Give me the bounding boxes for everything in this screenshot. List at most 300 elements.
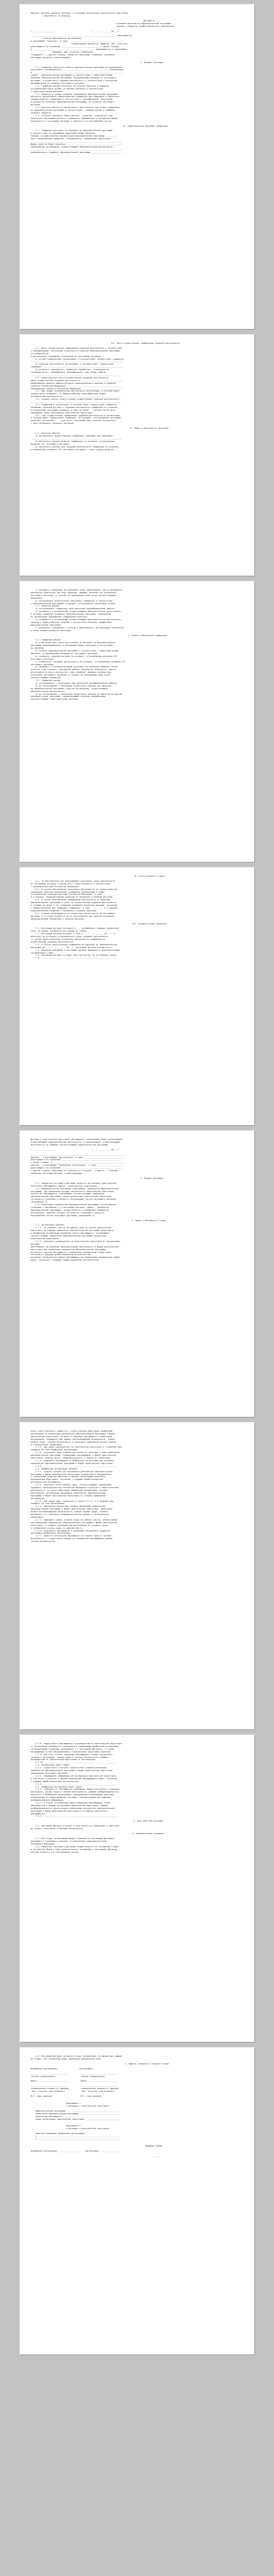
document-text-line: 2.3. Организация имеет право: [31,1764,70,1767]
document-text-line: оказывает методическую помощь обучающимся при выполнении определенных видов [31,1256,120,1259]
document-text-line: наименование субъекта Российской Федерации: ________________________________. [31,387,122,390]
section-heading: 3. Срок действия договора [111,1820,163,1823]
document-text-line: именуем__ в дальнейшем "Организация", в лице ________________________________, [31,1156,123,1159]
document-text-line: конфиденциальности приостановить реализацию компонентов образовательной [31,1807,115,1809]
document-text-line: Организации, соблюдение ими правил противопожарной безопасности, правил [31,1438,115,1440]
document-text-line: согласуются Сторонами и являются неотъемлемой частью настоящего Договора [31,1198,116,1201]
document-text-line: образовательной программы), осуществляется в помещениях Профильной [31,1208,109,1211]
document-text-line: практической подготовки, за жизнь и здоровье обучающихся и работников [31,1435,113,1438]
document-text-line: регистрации по месту жительства, иных сведений, имеющих значение для [31,671,112,674]
document-text-line: а) согласовывать гражданину тему выпускной квалификационной работы; [31,608,115,610]
document-text-line: при реализации компонентов образовательной программы в форме практической [31,1521,117,1524]
document-text-line: 6.1. За неисполнение или ненадлежащее исполнение своих обязательств [31,880,115,882]
document-text-line: силу, по одному экземпляру для каждой из сторон. [31,930,88,933]
document-text-line: наличие государственной аккредитации образовательной программы: ________; [31,135,117,138]
document-text-line: 2.1.2. назначить руководителя по практической подготовке от Организации, [31,1240,121,1242]
document-text-line: отчества (при наличии), паспортных данных, банковских реквизитов, адреса [31,668,116,671]
document-text-line: определенные виды работ, связанные с будущей профессиональной [31,1478,103,1481]
section-heading: высшего (среднего) профессионального образования [100,25,174,27]
document-text-line: д) организовать практическую подготовку гражданина в соответствии [31,599,113,602]
document-text-line: 2.2.3. при смене лица, указанного в пункте 2.2.2, в 3-дневный срок [31,1500,114,1502]
document-text-line: завершения срока прохождения практической подготовки. [31,411,94,414]
document-text-line: 2. ____________________________________________________________________ [31,2138,120,2141]
document-text-line: 2.4.3. ______________________________________________________________. [31,1815,119,1818]
document-text-line: Компоненты образовательной программы: _________________________________ [31,2112,120,2115]
document-text-line: деятельности, из числа работников Профильной организации, которое [31,1489,108,1491]
document-text-line: соответствующих изменений. [31,677,62,679]
document-text-line: и ___________________________________________________, именуемый(ая) в дальнейшем [31,48,127,50]
document-text-line: попечителя несовершеннолетнего гражданина, оформленное в письменной форме, [31,117,119,120]
document-text-line: требованиям настоящего Договора; [31,1772,69,1774]
document-text-line: с квалификацией, полученной в результате освоения образовательной программы, [31,349,121,352]
document-text-line: а) в месячный срок после поступления на обучение по образовательной [31,642,115,644]
document-text-line: обеспечивает организацию реализации компонентов образовательной [31,1491,106,1494]
document-text-line: образовательную деятельность; [31,690,65,693]
document-text-line: направленность (профиль) образовательной программы: ________________________. [31,151,122,154]
section-heading: 1. Предмет Договора [111,1177,163,1179]
document-text-line: 3.1. Место осуществления гражданином трудовой деятельности в соответствии [31,347,122,349]
document-text-line: Российской Федерации. [31,1842,56,1845]
document-text-line: разрешаются Сторонами в порядке, установленном законодательством [31,1840,107,1842]
document-text-line: 2.1. Организация обязана: [31,1224,65,1227]
document-text-line: ____________________________________________________________________________; [31,140,122,143]
document-text-line: 4.1. Все споры, возникающие между Сторонами по настоящему Договору, [31,1837,115,1840]
document-text-line: М.П. (при наличии) М.П. (при наличии) [31,2095,102,2098]
document-text-line: 7.2. Настоящий договор вступает в силу с "___" __________ 20__ г. и [31,933,115,935]
document-text-line: соглашениями к нему. [31,951,55,954]
document-text-line: трудоустройство гражданина в соответствии с квалификацией, полученной [31,98,113,101]
document-text-line: 7.6. _______________________________________________________________. [31,957,117,960]
document-text-line: в том числе о качестве и объеме выполненных обучающимися работ, связанных [31,1777,117,1780]
document-text-line: с одной стороны, и ___________________________________________________________, [31,1161,124,1164]
document-text-line: в течение не менее 3 лет гражданин возмещает заказчику расходы, связанные [31,904,117,907]
document-text-line: работ, связанных с будущей профессиональной деятельностью; [31,1259,100,1262]
document-text-line: образовательной программе, предполагающей освоение квалификации, [31,695,107,698]
document-text-line: настоящий договор о нижеследующем: [31,56,71,59]
document-text-line: обязуется организовать предоставление гражданину мер поддержки и обеспечить [31,95,120,98]
document-text-line: 4.2. Заказчик вправе: [31,605,61,608]
document-text-line: в соответствии со следующими характеристиками обучения: [31,132,96,135]
document-text-line: 2.1.6. ______________________________________________________________. [31,1465,119,1467]
document-text-line: 3.6. Срок осуществления гражданином трудовой деятельности в организации, [31,414,121,417]
document-text-line: б) по согласованию с заказчиком осуществить перевод для обучения [31,684,112,687]
document-text-line: который: [31,1242,41,1245]
document-text-line: б) обеспечить трудоустройство гражданина на условиях, установленных [31,440,115,442]
document-text-line: предусмотренных Положением о целевом обучении. [31,917,85,920]
document-text-line: образовательной программы, сроки организации практической подготовки, [31,1195,113,1198]
document-text-line: нормативов; [31,1516,44,1518]
document-text-line: (наименование должности, фамилия, имя, отчество) [31,43,128,46]
document-text-line: соответствующей характеристикам обучения. [31,698,79,701]
document-text-line: наименование организации, осуществляющей образовательную деятельность: [31,145,114,148]
document-text-line: 6.4. Стороны освобождаются от исполнения обязательств по настоящему [31,912,115,915]
document-text-line: программы в форме практической подготовки, предоставить оборудование [31,1473,112,1476]
document-text-line: распорядка, охраны труда и техники безопасности, режима конфиденциальности, [31,1791,120,1794]
document-text-line: 1.1. Предметом настоящего Договора является организация практической [31,1182,116,1184]
document-text-line: в результате освоения образовательной программы, на условиях настоящего [31,101,115,104]
section-heading: I. Предмет договора [111,61,163,64]
document-text-line: _______________________________________________________________________, именуемый(ая) [31,35,133,37]
document-text-line: в которой гражданин осваивает образовательную программу, предложения [31,613,112,616]
document-text-line: договору и от ответственности за их неисполнение при наличии оснований, [31,915,115,917]
document-text-line: трудового распорядка, охраны труда и техники безопасности сообщить [31,1756,109,1758]
section-heading: IV. Права и обязанности заказчика [105,427,169,430]
document-page [20,1422,254,1729]
document-text-line: трудового законодательства Российской Федерации о допуске к педагогической [31,1486,119,1489]
document-text-line: Профильная организация: _________________ Организация: _________________ [31,2149,121,2152]
document-text-line: в которую будет трудоустроен гражданин, на условиях, установленных настоящим [31,417,121,419]
document-text-line: 2.2.7. провести инструктаж обучающихся по охране труда и технике [31,1535,112,1537]
document-text-line: в организации, являющейся заказчиком по настоящему договору; [31,355,102,358]
document-text-line: 4.3. Настоящий Договор составлен в двух экземплярах, по одному для каждой [31,2055,122,2057]
document-text-line: (заполняется по образцу) [31,14,71,17]
document-text-line: безопасности и осуществлять надзор за соблюдением обучающимися правил [31,1537,113,1540]
document-text-line: в письменной форме в виде дополнительных соглашений к настоящему Договору, [31,1848,119,1851]
document-text-line: разделом, составляет ___ года (лет). Указанный срок начинает исчисляться [31,419,116,422]
document-text-line [31,960,243,962]
document-text-line: (далее - образовательная программа) в соответствии с характеристиками [31,74,113,77]
document-text-line: настоящего договора; [31,663,55,666]
document-text-line: компонентов образовательной программы в форме практической подготовки; [31,1462,114,1465]
section-heading: VI. Ответственность сторон [109,875,165,877]
document-text-line: 3.4. Условия оплаты труда в период осуществления трудовой деятельности: [31,398,120,401]
document-text-line: а) согласовывать с заказчиком тему выпускной квалификационной работы; [31,682,117,684]
document-text-line: программе проинформировать в письменной форме заказчика о поступлении [31,644,113,647]
document-text-line: предусмотренном разделом V Положения о целевом обучении. [31,909,98,912]
document-text-line: 7.4. Внесение изменений в настоящий договор оформляется дополнительными [31,949,120,951]
document-text-line: 2.1. Гражданин поступает на обучение по образовательной программе [31,129,113,132]
document-text-line: в Профильную организацию поименные списки обучающихся, осваивающих [31,1232,109,1235]
document-text-line: 2.2. Профильная организация обязана: [31,1467,78,1470]
document-text-line: соответствующие компоненты образовательной программы посредством [31,1235,107,1238]
document-text-line: и в порядке, предусмотренном разделом IV Положения о целевом обучении. [31,896,114,899]
document-text-line: 1. ____________________________________________________________________ [31,2135,120,2138]
document-text-line: 2.2.5. проводить оценку условий труда на рабочих местах, используемых [31,1518,117,1521]
document-text-line: 2.1.4. установить виды учебной деятельности, практики и иные компоненты [31,1451,120,1454]
document-text-line: в) направлять в организацию, осуществляющую образовательную деятельность, [31,618,122,621]
document-text-line: субъекта Российской Федерации: ______________________________________________; [31,384,123,387]
document-text-line: техники безопасности; [31,1540,56,1543]
document-text-line: 1.2. Гражданин вправе поступить на целевое обучение в пределах [31,84,109,87]
document-text-line: из Сторон. Все экземпляры имеют одинаковую юридическую силу. [31,2057,102,2060]
document-text-line: "Гражданин", с другой стороны, совместно именуемые сторонами, заключили [31,53,115,56]
document-text-line: по настоящему договору стороны несут ответственность в соответствии [31,882,110,885]
section-heading: VII. Заключительные положения [107,922,167,925]
document-text-line: 4.2. Изменение настоящего Договора осуществляется по соглашению Сторон [31,1845,119,1848]
document-text-line: организует участие обучающихся в выполнении определенных видов работ, [31,1251,113,1253]
document-text-line: безопасности и санитарно-эпидемиологических правил и гигиенических [31,1513,109,1516]
document-text-line: руководителю по практической подготовке от Организации; [31,1758,96,1761]
document-text-line: к Договору о практической подготовке [31,2127,109,2130]
document-text-line: и гигиенических нормативов; [31,1443,63,1446]
document-text-line: по образовательной программе в другую организацию, осуществляющую [31,687,108,690]
document-text-line: 6.3. В случае неисполнения гражданином обязательств по освоению [31,899,110,901]
document-text-line: 7.3. В случае непоступления гражданина на обучение по образовательной [31,943,117,946]
document-text-line: прилагается к настоящему договору и является его неотъемлемой частью. [31,120,113,122]
document-text-line: (наименование должности, фамилия, (наименование должности, фамилия, [31,2087,120,2090]
document-text-line: подготовки, и сообщать руководителю Организации об условиях труда [31,1524,108,1527]
document-page [20,4,254,329]
document-text-line: трудоустроен гражданин, по Общероссийскому классификатору видов [31,393,106,395]
document-text-line: настоящего договора, в течение 10 календарных дней после соответствующих [31,594,116,597]
document-text-line: программы, при реализации которых организуется практическая подготовка, [31,1190,115,1193]
document-text-line: с образовательной программой в порядке, установленном локальными актами. [31,602,116,605]
document-text-line: 1.1. Гражданин обязуется освоить образовательную программу по направлению [31,66,122,69]
document-text-line: б) характер деятельности организации, в которую будет трудоустроен [31,363,114,366]
document-text-line: заключают трудовой договор о трудовой деятельности гражданина на условиях, [31,406,119,408]
document-text-line: с другой стороны, именуемые по отдельности "Сторона", а вместе - "Стороны", [31,1170,120,1172]
document-text-line: г. __________________ "___" __________ 20__ г. [31,30,120,32]
document-text-line: установленной законодательством Российской Федерации, в срок ___________ [31,893,116,896]
document-text-line: исполнения настоящего договора, в течение 10 календарных дней после [31,674,110,677]
document-page [20,581,254,862]
document-text-line: разделом III настоящего договора; [31,442,70,445]
document-text-line: а) организовать предоставление гражданину следующих мер поддержки: [31,435,114,437]
document-text-line: согласованными Сторонами (приложение 2 к настоящему Договору), а также [31,1747,114,1750]
document-text-line: практической подготовки; [31,1238,59,1240]
document-text-line: 6.2. В случае неисполнения заказчиком обязательств по трудоустройству [31,888,117,890]
document-text-line: ____________________________________________________________________________; [31,437,122,440]
document-text-line: обучающегося; [31,1812,47,1815]
document-text-line: 2.1.3. при смене руководителя по практической подготовке в 3-дневный срок [31,1446,122,1449]
document-text-line: в дальнейшем "Заказчик", в лице ____________________________________________, [31,40,122,43]
document-text-line: обеспечивает организацию образовательной деятельности в форме практической [31,1245,119,1248]
document-text-line: а) полное наименование организации, в которую будет трудоустроен гражданин: [31,358,124,360]
document-text-line: (приложение 1). [31,1201,49,1204]
document-text-line: правил противопожарной безопасности, правил охраны труда, техники [31,1511,108,1513]
document-text-line: код и наименование профессии, специальности, направления подготовки: [31,138,112,140]
document-text-line: и требованиях охраны труда на рабочем месте; [31,1527,83,1529]
document-text-line: 4.1. Заказчик обязан: [31,432,61,435]
document-text-line: г) привлекать гражданина к участию в мероприятиях, организуемых заказчиком, [31,626,124,629]
document-text-line: (специальности), квалификация (квалификации), вид (виды) работы: [31,371,107,374]
document-text-line: Приложение 1 [31,2102,81,2104]
document-page [20,1131,254,1417]
document-text-line: 2.3.1. осуществлять контроль соответствия условий реализации [31,1767,107,1769]
document-text-line: к Договору о практической подготовке [31,2104,109,2107]
document-text-line: программы в форме практической подготовки в отношении конкретного [31,1809,108,1812]
document-text-line: программы в форме практической подготовки со стороны Профильной [31,1494,106,1497]
document-text-line: форма (одна из форм) обучения: ____________________________________________; [31,143,121,145]
document-text-line: 3.3. Вид (виды) экономической деятельности организации, в которую будет [31,390,120,393]
section-heading: 5. Адреса, реквизиты и подписи Сторон [105,2062,169,2065]
document-text-line: Перечень помещений Профильной организации: [31,2132,85,2135]
document-text-line: Сроки организации практической подготовки: ____________________________ [31,2118,120,2120]
document-text-line: несет ответственность совместно с ответственным работником Профильной [31,1430,113,1432]
document-text-line: связанных с будущей профессиональной деятельностью; [31,1253,92,1256]
document-text-line: _______________________________ _______________________________ [31,2085,117,2087]
document-text-line: с даты заключения трудового договора. [31,422,75,425]
document-text-line: по образовательной программе в соответствии с учебным планом и графиком [31,109,115,111]
document-text-line: подготовки при реализации компонентов образовательной программы; [31,1248,107,1251]
document-text-line: 2.2.4. обеспечить безопасные условия реализации компонентов [31,1505,106,1508]
document-text-line: до полного исполнения Сторонами обязательств. [31,1828,84,1830]
document-text-line: образовательной программы и (или) по осуществлению трудовой деятельности [31,901,116,904]
section-heading: 2. Права и обязанности Сторон [107,1219,167,1222]
document-text-line: учебного процесса. [31,111,52,114]
document-text-line: экономической деятельности: ________________________________________________. [31,395,122,398]
section-heading: ПОДПИСИ СТОРОН [112,2144,162,2147]
document-text-line: организации за реализацию компонентов образовательной программы в форме [31,1432,115,1435]
document-text-line: 2.1.5. направить обучающихся в Профильную организацию для освоения [31,1459,114,1462]
document-text-line: 2.2.9. обо всех случаях нарушения обучающимися правил внутреннего [31,1753,113,1756]
document-text-line: образовательной программы в форме практической подготовки, выполнение [31,1508,113,1511]
document-text-line: Профильная организация: Организация: [31,2067,94,2070]
document-text-line: действующего на основании __________________________________________________, [31,1167,122,1170]
document-page [20,334,254,576]
section-heading: о целевом обучении по образовательной программе [103,22,171,25]
section-heading: III. Место осуществления гражданином трудовой деятельности [94,342,180,344]
document-text-line: с характеристиками обучения. [31,90,64,93]
document-text-line: конфиденциальной информации; [31,1799,64,1802]
document-text-line: направленные на предотвращение ситуации, способствующей разглашению [31,1796,110,1799]
document-text-line: 1.2. Образовательная программа (программы), компоненты образовательной [31,1187,119,1190]
section-heading: ДОГОВОР № ____ [113,19,161,22]
document-text-line: сообщить об этом Организации; [31,1502,65,1505]
document-text-line: (полное наименование) (полное наименование) [31,2075,106,2078]
document-text-line: в) должность (должности), профессия (профессии), специальность, [31,368,110,371]
document-text-line: образовательной программы, осваиваемые обучающимися в форме практической [31,1454,116,1457]
document-text-line: Образец. Договор целевого обучения с условиями организации практической подготовки [31,12,128,14]
document-page [20,867,254,1125]
document-text-line: обучения, установленными разделом II настоящего договора; [31,652,99,655]
document-text-line: ____________________________________________________________________________; [31,360,122,363]
document-text-line: подготовки (специальности) ______________________________________, реализуемую [31,69,123,71]
document-text-line: _______________________________ _______________________________ [31,2072,117,2075]
document-text-line: (с учетом приостановления исполнения обязательств гражданина по [31,938,106,941]
document-text-line: гражданина заказчик выплачивает гражданину компенсацию в сумме, [31,890,106,893]
document-text-line: _______________________________________________________________________________ [31,1153,124,1156]
document-text-line: неотъемлемой частью настоящего Договора (приложение 2). [31,1214,96,1217]
document-text-line: 2.4.2. в случае установления факта нарушения обучающимися своих [31,1801,110,1804]
document-text-line: действующего на основании __________________________________________________, [31,1159,122,1161]
document-text-line: гражданин: __________________________________________________________________; [31,366,123,368]
section-heading: V. Права и обязанности гражданина [106,634,168,637]
document-text-line: 2.2.1. создать условия для реализации компонентов образовательной [31,1470,113,1473]
document-text-line: в целях профессиональной адаптации. [31,629,72,632]
document-text-line: заключили настоящий Договор о нижеследующем. [31,1172,83,1174]
document-text-line: 2.2.8. предоставить обучающимся и руководителю по практической подготовке [31,1743,122,1745]
document-text-line: 2.2.6. ознакомить обучающихся с правилами внутреннего трудового [31,1529,110,1532]
document-text-line: 1.4. Заказчик обязуется организовать практическую подготовку гражданина [31,106,120,109]
document-text-line: устанавливается: [31,352,50,355]
document-text-line: с законодательством Российской Федерации. [31,885,79,888]
document-text-line: подготовки обучающихся (далее - практическая подготовка). [31,1184,99,1187]
document-text-line: подготовки, включая место, продолжительность и период их реализации; [31,1457,112,1460]
document-text-line: охраны труда, техники безопасности и санитарно-эпидемиологических правил [31,1440,116,1443]
document-text-line: 2.3.2. запрашивать информацию об организации практической подготовки, [31,1774,117,1777]
document-text-line: ____________________________________________________________________________; [31,148,122,151]
document-text-line: б) направлять в организацию, осуществляющую образовательную деятельность, [31,610,122,613]
document-text-line: 2.2.2. назначить ответственное лицо, соответствующее требованиям [31,1484,112,1486]
document-text-line: договора. [31,104,42,106]
document-text-line: принятого в Профильной организации, предпринимать необходимые действия, [31,1794,115,1796]
document-text-line: 1.5. Согласие законного представителя - родителя, усыновителя или [31,114,113,117]
document-text-line: Адрес: ________________________ Адрес: ________________________ [31,2080,117,2083]
document-text-line: 3.5. Гражданин и организация, в которую будет трудоустроен гражданин, [31,403,117,406]
document-text-line: г. __________________ "___" __________ 20__ г. [31,1148,120,1151]
document-text-line: осуществлению трудовой деятельности). [31,940,75,943]
document-text-line: 2.2.10. ____________________________________________________________. [31,1761,117,1764]
document-text-line: 3.1. Настоящий Договор вступает в силу после его подписания и действует [31,1825,120,1828]
document-text-line: которые являются его неотъемлемой частью. [31,1851,79,1853]
document-text-line: Количество обучающихся: ____________ [31,2115,78,2118]
document-text-line: адрес осуществления трудовой деятельности: _________________________________; [31,379,122,382]
document-text-line: 3.2. Характеристика места осуществления трудовой деятельности: [31,376,109,379]
document-text-line: организации; [31,1497,45,1500]
document-text-line: распорядка Профильной организации; [31,1532,71,1535]
document-text-line: количество обучающихся, осваивающих соответствующие компоненты [31,1193,105,1195]
document-text-line: Сторонами в приложении 1 к настоящему Договору (далее - компоненты [31,1206,109,1208]
document-text-line: в) обеспечить условия для трудовой деятельности гражданина на условиях, [31,445,120,448]
document-text-line: с будущей профессиональной деятельностью; [31,1780,79,1783]
document-text-line: д) уведомить в письменной форме заказчика об изменении фамилии, имени, [31,666,119,668]
document-text-line: г) уведомить гражданина об изменении своих наименования, места нахождения, [31,589,123,591]
document-text-line: установленных настоящим разделом, в срок не более __ месяцев после даты [31,408,115,411]
document-text-line: 1.3. Заказчик в период освоения гражданином образовательной программы [31,93,117,95]
document-text-line: имя, отчество (при наличии)) имя, отчество (при наличии)) [31,2090,115,2093]
document-text-line: установленных разделом III настоящего договора, с даты трудоустройства. [31,448,115,451]
document-text-line: 2.1.1. не позднее, чем за 10 рабочих дней до начала практической [31,1227,112,1229]
document-text-line: деятельностью обучающихся; [31,1481,62,1484]
document-text-line: действует до истечения установленного срока трудовой деятельности [31,935,108,938]
document-text-line: именуем__ в дальнейшем "Профильная организация", в лице _______________________, [31,1164,126,1167]
document-text-line: 1.3. Реализация компонентов образовательной программы, согласованных [31,1204,116,1206]
section-heading: 4. Заключительные положения [110,1832,164,1835]
document-text-line: в ____________________________________________________________________________ [31,71,123,74]
document-text-line: подготовки по каждому компоненту образовательной программы представить [31,1229,114,1232]
section-heading: ______ [113,2154,161,2157]
document-text-line: запросы о предоставлении сведений о результатах освоения гражданином [31,621,112,623]
document-text-line: 2.4. Профильная организация имеет право: [31,1785,83,1788]
section-heading: II. Характеристики обучения гражданина [106,124,168,127]
document-text-line: 7.5. Настоящий договор не может быть расторгнут по соглашению сторон. [31,954,117,957]
document-text-line: сообщить об этом Профильной организации; [31,1449,78,1451]
document-text-line: квалификацией на условиях настоящего договора. [31,82,85,84]
document-text-line: в) по согласованию с заказчиком осуществить перевод на обучение по другой [31,693,122,695]
document-text-line: б) освоить образовательную программу в соответствии с характеристиками [31,650,119,652]
document-page [20,2047,254,2354]
document-text-line: осуществляющей образовательную деятельность, и организацией, осуществляющей [31,1141,120,1143]
document-text-line: (полное наименование организации) [31,37,82,40]
document-text-line: Приложение 2 [31,2125,81,2127]
document-text-line: в) заключить трудовой договор на условиях, установленных разделом III [31,655,117,657]
document-text-line: 5.2. Гражданин вправе: [31,679,62,682]
document-text-line: и технические средства обучения в объеме, позволяющем выполнять [31,1476,106,1478]
document-text-line: программе до "___" __________ 20__ г. настоящий договор расторгается. [31,946,113,949]
document-text-line: 7.1. Настоящий договор составлен в ___ экземплярах, имеющих одинаковую [31,927,119,930]
document-text-line: образовательной программы; [31,623,62,626]
document-text-line: 2.3.3. ______________________________________________________________. [31,1783,119,1785]
document-text-line: от Организации возможность пользоваться помещениями Профильной организации, [31,1745,120,1747]
document-text-line: компонентов образовательной программы в форме практической подготовки [31,1769,113,1772]
document-text-line: г) осуществить трудовую деятельность на условиях, установленных разделом III [31,660,126,663]
document-text-line: установленной квоты приема на целевое обучение в соответствии [31,87,103,90]
document-text-line: настоящего договора; [31,657,55,660]
document-text-line: с предоставлением мер поддержки гражданину, в срок __________ и в порядке, [31,906,119,909]
document-text-line: ____________________________________________________________________________. [31,373,122,376]
document-text-line: наименование объекта административно-территориального деления в пределах [31,382,116,384]
document-text-line: действующего на основании _______________________________, с одной стороны, [31,46,120,48]
document-text-line: освоения образовательной программы, определенными разделом II настоящего [31,77,116,80]
document-text-line: деятельность по профилю соответствующей образовательной программы [31,1143,108,1146]
document-text-line: Образовательная программа: ____________________________________________ [31,2109,120,2112]
document-page [20,1735,254,2042]
document-text-line: изменений; [31,597,43,599]
document-text-line: Договор о практической подготовке обучающихся, заключаемый между организацией, [31,1138,123,1141]
document-text-line: 2.4.1. требовать от обучающихся соблюдения правил внутреннего трудового [31,1788,120,1791]
document-text-line: договора, и осуществить трудовую деятельность в соответствии с полученной [31,80,117,82]
